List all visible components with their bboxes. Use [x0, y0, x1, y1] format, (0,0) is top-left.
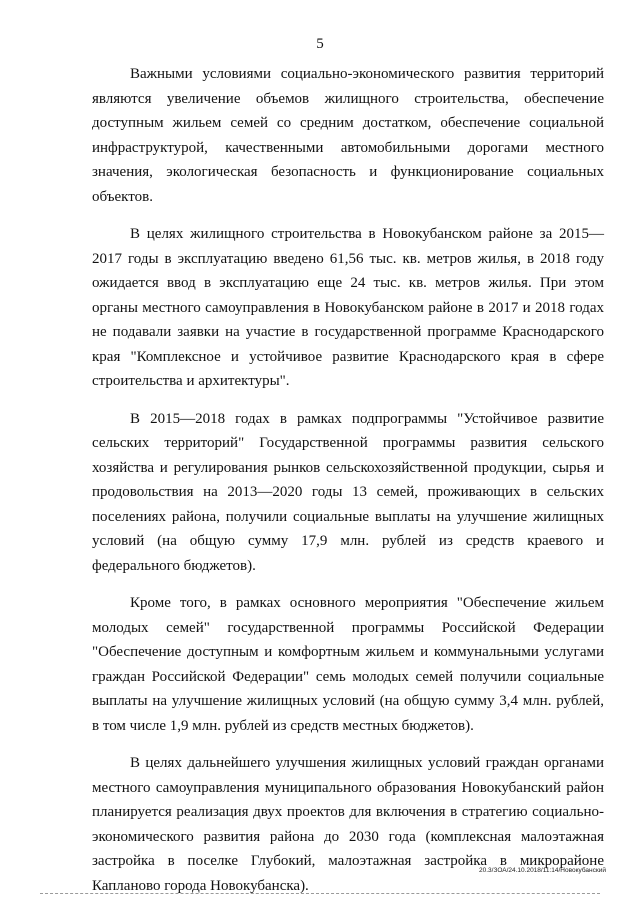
document-body [92, 62, 604, 911]
paragraph-2: В целях жилищного строительства в Новокубанском районе за 2015—2017 годы в эксплуатацию введено 61,56 тыс. кв. метров жилья, в 2018 году ожидается ввод в эксплуатацию еще 24 тыс. кв. метров жилья. При этом органы местного самоуправления в Новокубанском районе в 2017 и 2018 годах не подавали заявки на участие в государственной программе Краснодарского края "Комплексное и устойчивое развитие Краснодарского края в сфере строительства и архитектуры". [92, 226, 604, 389]
page-number: 5 [316, 36, 324, 52]
bottom-scan-line [40, 893, 600, 894]
paragraph-3: В 2015—2018 годах в рамках подпрограммы "Устойчивое развитие сельских территорий" Государственной программы развития сельского хозяйства и регулирования рынков сельскохозяйственной продукции, сырья и продовольствия на 2013—2020 годы 13 семей, проживающих в сельских поселениях района, получили социальные выплаты на улучшение жилищных условий (на общую сумму 17,9 млн. рублей из средств краевого и федерального бюджетов). [92, 410, 604, 574]
paragraph-4: Кроме того, в рамках основного мероприятия "Обеспечение жильем молодых семей" государственной программы Российской Федерации "Обеспечение доступным и комфортным жильем и коммунальными услугами граждан Российской Федерации" семь молодых семей получили социальные выплаты на улучшение жилищных условий (на общую сумму 3,4 млн. рублей, в том числе 1,9 млн. рублей из средств местных бюджетов). [92, 595, 604, 734]
paragraph-5: В целях дальнейшего улучшения жилищных условий граждан органами местного самоуправления муниципального образования Новокубанский район планируется реализация двух проектов для включения в стратегию социально-экономического развития района до 2030 года (комплексная малоэтажная застройка в поселке Глубокий, малоэтажная застройка в микрорайоне Каплановo города Новокубанска). [92, 755, 604, 894]
paragraph-1: Важными условиями социально-экономического развития территорий являются увеличение объемов жилищного строительства, обеспечение доступным жильем семей со средним достатком, обеспечение социальной инфраструктурой, качественными автомобильными дорогами местного значения, экологическая безопасность и функционирование социальных объектов. [92, 66, 604, 205]
footer-document-code: 20.3/ЗОА/24.10.2018/11:14/Новокубанский [479, 867, 606, 874]
